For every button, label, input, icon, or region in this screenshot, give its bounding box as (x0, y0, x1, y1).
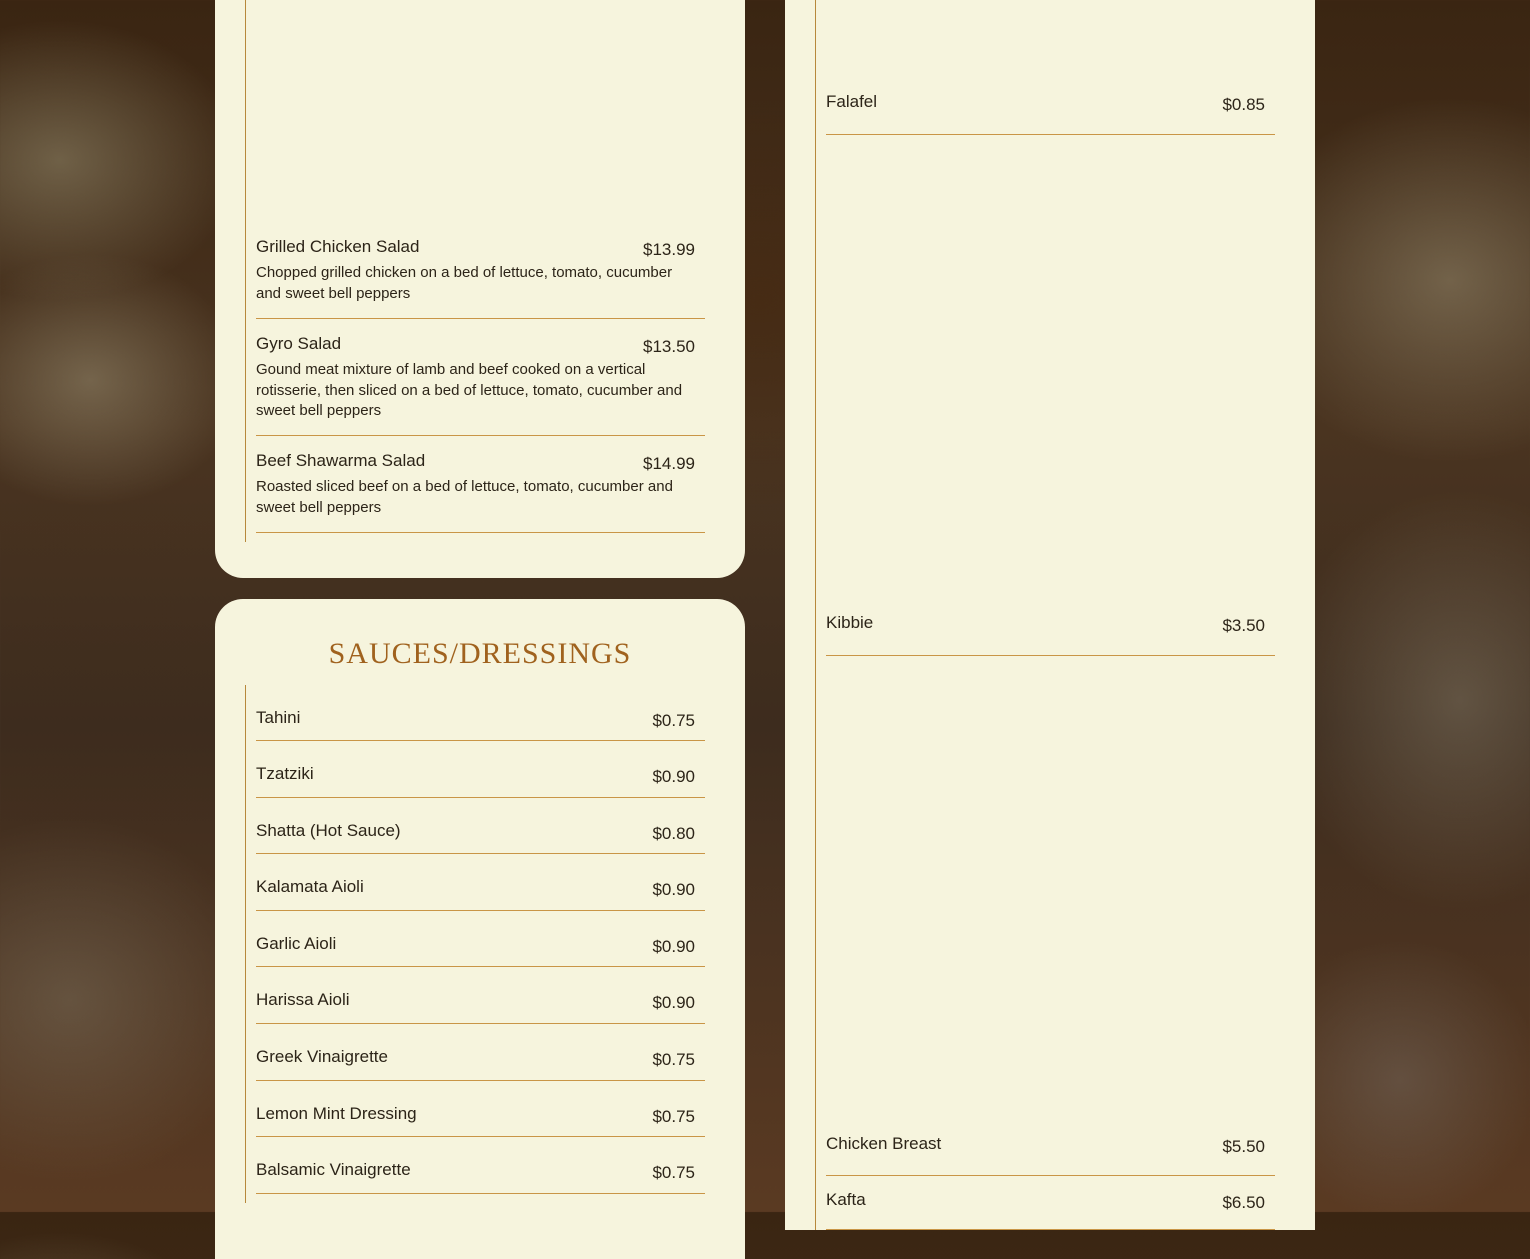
menu-item-tahini (256, 708, 705, 741)
menu-item-kalamata-aioli (256, 877, 705, 911)
item-name: Falafel (826, 92, 878, 111)
sides-panel (785, 0, 1315, 1230)
item-name: Tzatziki (256, 764, 314, 783)
menu-item-balsamic-vinaigrette (256, 1160, 705, 1194)
item-name: Balsamic Vinaigrette (256, 1160, 411, 1179)
item-description: Chopped grilled chicken on a bed of lettuce, tomato, cucumber and sweet bell peppers (256, 264, 673, 302)
item-name: Gyro Salad (256, 334, 342, 353)
sauces-panel (215, 599, 745, 1259)
menu-item-greek-vinaigrette (256, 1047, 705, 1081)
section-title: SAUCES/DRESSINGS (328, 637, 632, 670)
menu-item-lemon-mint-dressing (256, 1104, 705, 1137)
item-price: $0.75 (652, 1107, 695, 1126)
menu-item-garlic-aioli (256, 934, 705, 967)
item-price: $13.99 (643, 240, 695, 259)
item-price: $0.75 (652, 1163, 695, 1182)
item-name: Harissa Aioli (256, 990, 350, 1009)
item-price: $0.90 (652, 880, 695, 899)
menu-item-grilled-chicken-salad (256, 237, 705, 319)
item-price: $0.85 (1222, 95, 1265, 114)
menu-item-harissa-aioli (256, 990, 705, 1024)
item-price: $13.50 (643, 337, 695, 356)
item-price: $0.90 (652, 993, 695, 1012)
item-price: $0.80 (652, 824, 695, 843)
menu-item-shatta (256, 821, 705, 854)
item-name: Lemon Mint Dressing (256, 1104, 417, 1123)
salads-panel (215, 0, 745, 578)
item-description: Gound meat mixture of lamb and beef cooked on a vertical rotisserie, then sliced on a bed of lettuce, tomato, cucumber and sweet bell peppers (256, 361, 683, 419)
item-name: Chicken Breast (826, 1134, 942, 1153)
item-price: $3.50 (1222, 616, 1265, 635)
item-price: $6.50 (1222, 1193, 1265, 1212)
menu-item-kafta (826, 1190, 1275, 1230)
item-name: Greek Vinaigrette (256, 1047, 388, 1066)
item-name: Beef Shawarma Salad (256, 451, 426, 470)
item-price: $0.75 (652, 711, 695, 730)
menu-item-tzatziki (256, 764, 705, 798)
item-price: $14.99 (643, 454, 695, 473)
item-name: Kafta (826, 1190, 866, 1209)
sauces-left-rule (245, 685, 246, 1203)
menu-item-kibbie (826, 613, 1275, 656)
item-name: Grilled Chicken Salad (256, 237, 420, 256)
menu-item-chicken-breast (826, 1134, 1275, 1176)
item-name: Kibbie (826, 613, 874, 632)
item-price: $5.50 (1222, 1137, 1265, 1156)
menu-item-beef-shawarma-salad (256, 451, 705, 533)
item-price: $0.90 (652, 937, 695, 956)
item-price: $0.75 (652, 1050, 695, 1069)
item-name: Tahini (256, 708, 301, 727)
item-price: $0.90 (652, 767, 695, 786)
menu-item-falafel (826, 92, 1275, 135)
item-description: Roasted sliced beef on a bed of lettuce, tomato, cucumber and sweet bell peppers (256, 478, 673, 516)
item-name: Garlic Aioli (256, 934, 337, 953)
salads-left-rule (245, 0, 246, 542)
item-name: Shatta (Hot Sauce) (256, 821, 401, 840)
item-name: Kalamata Aioli (256, 877, 364, 896)
menu-item-gyro-salad (256, 334, 705, 436)
sides-left-rule (815, 0, 816, 1230)
